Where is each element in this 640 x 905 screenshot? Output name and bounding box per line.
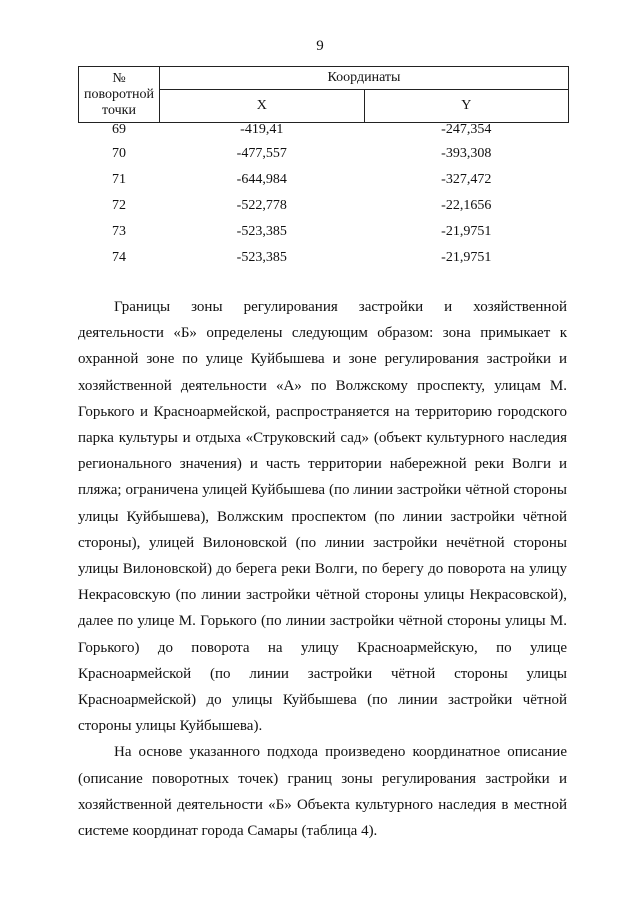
table-row [79, 199, 569, 225]
x-cell: -523,385 [236, 224, 287, 239]
point-number-cell: 69 [112, 122, 126, 137]
x-cell: -644,984 [236, 172, 287, 187]
x-cell: -523,385 [236, 250, 287, 265]
x-header: X [160, 90, 365, 123]
coordinates-table [78, 66, 569, 277]
y-cell: -21,9751 [441, 224, 492, 239]
point-number-cell: 73 [112, 224, 126, 239]
y-cell: -21,9751 [441, 250, 492, 265]
y-cell: -22,1656 [441, 198, 492, 213]
point-number-cell: 71 [112, 172, 126, 187]
table-row [79, 123, 569, 148]
page-number: 9 [316, 38, 324, 54]
paragraph-zone-boundaries: Границы зоны регулирования застройки и хозяйственной деятельности «Б» определены следующим образом: зона примыкает к охранной зоне по улице Куйбышева и зоне регулирования застройки и хозяйственной деятельности «А» по Волжскому проспекту, улицам М. Горького и Красноармейской, распространяется на территорию городского парка культуры и отдыха «Струковский сад» (объект культурного наследия регионального значения) и часть территории набережной реки Волги и пляжа; ограничена улицей Куйбышева (по линии застройки чётной стороны улицы Куйбышева), Волжским проспектом (по линии застройки чётной стороны), улицей Вилоновской (по линии застройки нечётной стороны улицы Вилоновской) до берега реки Волги, по берегу до поворота на улицу Некрасовскую (по линии застройки чётной стороны улицы Некрасовской), далее по улице М. Горького (по линии застройки чётной стороны улицы М. Горького) до поворота на улицу Красноармейскую, по улице Красноармейской (по линии застройки чётной стороны улицы Красноармейской) до улицы Куйбышева (по линии застройки чётной стороны улицы Куйбышева). [78, 299, 567, 735]
point-number-cell: 70 [112, 146, 126, 161]
y-cell: -327,472 [441, 172, 492, 187]
point-number-cell: 72 [112, 198, 126, 213]
x-cell: -477,557 [236, 146, 287, 161]
body-text [78, 294, 567, 844]
point-number-header: № поворотной точки [79, 67, 160, 123]
point-number-cell: 74 [112, 250, 126, 265]
y-cell: -247,354 [441, 122, 492, 137]
y-header: Y [364, 90, 569, 123]
y-cell: -393,308 [441, 146, 492, 161]
coordinates-header: Координаты [160, 67, 569, 90]
table-row [79, 173, 569, 199]
table-row [79, 251, 569, 277]
paragraph-coordinate-description: На основе указанного подхода произведено координатное описание (описание поворотных точек) границ зоны регулирования застройки и хозяйственной деятельности «Б» Объекта культурного наследия в местной системе координат города Самары (таблица 4). [78, 744, 567, 840]
table-row [79, 147, 569, 173]
table-row [79, 225, 569, 251]
x-cell: -419,41 [240, 122, 284, 137]
x-cell: -522,778 [236, 198, 287, 213]
